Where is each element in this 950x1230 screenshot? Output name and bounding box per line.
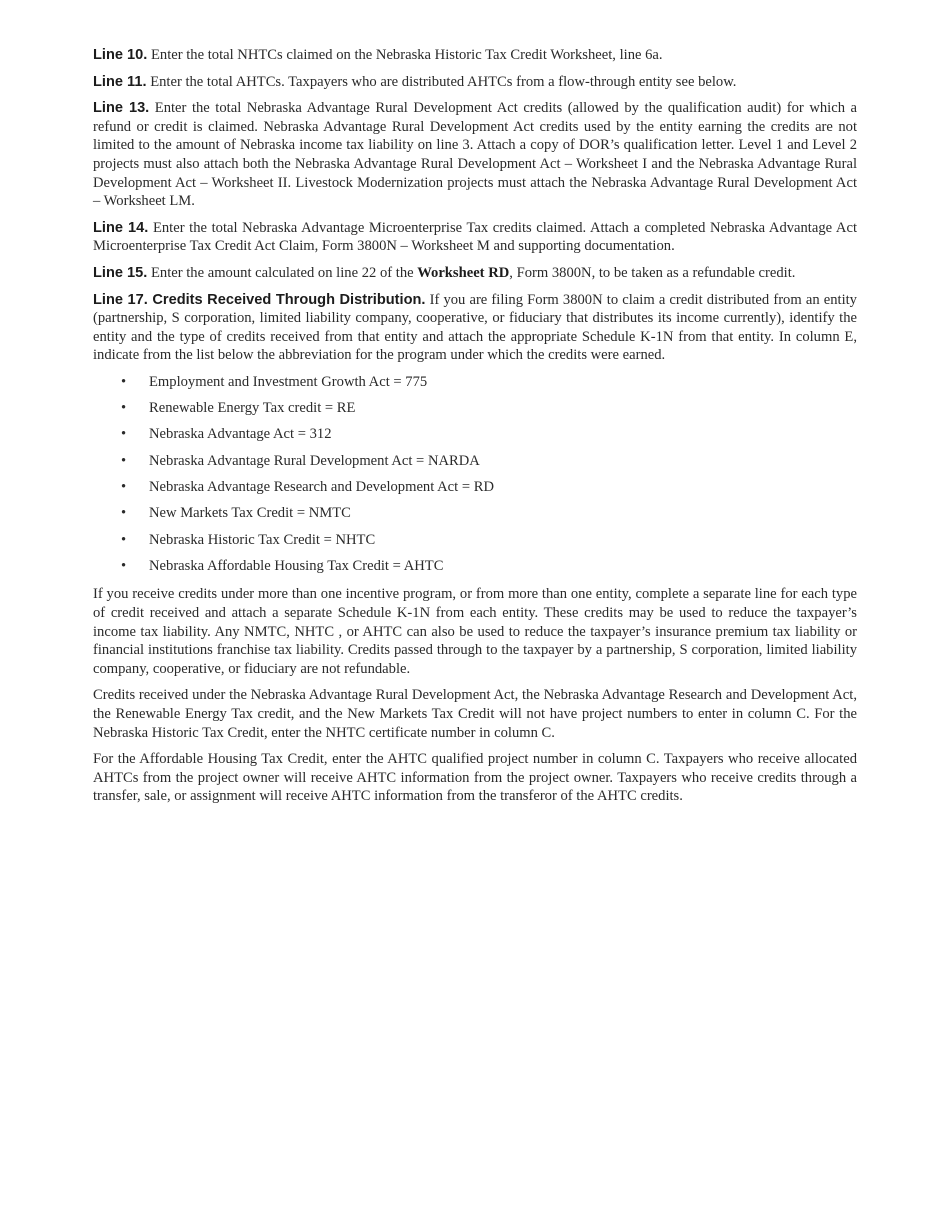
bullet-icon: • <box>121 426 127 443</box>
line-10-paragraph <box>93 46 857 65</box>
bullet-icon: • <box>121 505 127 522</box>
bullet-icon: • <box>121 373 127 390</box>
line-13-paragraph <box>93 99 857 211</box>
bullet-icon: • <box>121 479 127 496</box>
list-item <box>93 452 857 471</box>
program-entry: New Markets Tax Credit = NMTC <box>149 505 351 522</box>
line-13-text: Enter the total Nebraska Advantage Rural Development Act credits (allowed by the qualification audit) for which a refund or credit is claimed. Nebraska Advantage Rural Development Act credits used by the entity earning the credits are not limited to the amount of Nebraska income tax liability on line 3. Attach a copy of DOR’s qualification letter. Level 1 and Level 2 projects must also attach both the Nebraska Advantage Rural Development Act – Worksheet I and the Nebraska Advantage Rural Development Act – Worksheet II. Livestock Modernization projects must attach the Nebraska Advantage Rural Development Act – Worksheet LM. <box>93 100 858 210</box>
list-item <box>93 557 857 576</box>
line-14-heading: Line 14. <box>93 219 149 236</box>
instructions-page <box>93 46 857 814</box>
list-item <box>93 399 857 418</box>
program-entry: Nebraska Advantage Rural Development Act = NARDA <box>149 452 480 469</box>
line-15-heading: Line 15. <box>93 264 148 281</box>
ahtc-paragraph: For the Affordable Housing Tax Credit, enter the AHTC qualified project number in column C. Taxpayers who receive allocated AHTCs from the project owner will receive AHTC information from the project owner. Taxpayers who receive credits through a transfer, sale, or assignment will receive AHTC information from the transferor of the AHTC credits. <box>93 751 857 805</box>
list-item <box>93 478 857 497</box>
line-11-paragraph <box>93 73 857 92</box>
worksheet-rd-label: Worksheet RD <box>417 264 510 281</box>
bullet-icon: • <box>121 452 127 469</box>
bullet-icon: • <box>121 531 127 548</box>
line-17-text: If you are filing Form 3800N to claim a credit distributed from an entity (partnership, S corporation, limited liability company, cooperative, or fiduciary that distributes its income currently), identify the entity and the type of credits received from that entity and attach the appropriate Schedule K-1N from that entity. In column E, indicate from the list below the abbreviation for the program under which the credits were earned. <box>93 291 857 364</box>
program-entry: Employment and Investment Growth Act = 775 <box>149 373 428 390</box>
list-item <box>93 504 857 523</box>
line-15-text-after: , Form 3800N, to be taken as a refundable credit. <box>509 264 796 281</box>
program-entry: Nebraska Historic Tax Credit = NHTC <box>149 531 376 548</box>
line-10-heading: Line 10. <box>93 47 148 63</box>
program-entry: Nebraska Advantage Research and Development Act = RD <box>149 479 494 496</box>
program-entry: Nebraska Affordable Housing Tax Credit = AHTC <box>149 557 444 574</box>
bullet-icon: • <box>121 557 127 574</box>
multiple-programs-paragraph: If you receive credits under more than one incentive program, or from more than one entity, complete a separate line for each type of credit received and attach a separate Schedule K-1N from each entity. These credits may be used to reduce the taxpayer’s income tax liability. Any NMTC, NHTC , or AHTC can also be used to reduce the taxpayer’s insurance premium tax liability or financial institutions franchise tax liability. Credits passed through to the taxpayer by a partnership, S corporation, limited liability company, cooperative, or fiduciary are not refundable. <box>93 586 857 677</box>
project-numbers-paragraph: Credits received under the Nebraska Advantage Rural Development Act, the Nebraska Advantage Research and Development Act, the Renewable Energy Tax credit, and the New Markets Tax Credit will not have project numbers to enter in column C. For the Nebraska Historic Tax Credit, enter the NHTC certificate number in column C. <box>93 687 857 741</box>
line-15-text-before: Enter the amount calculated on line 22 of the <box>147 264 418 281</box>
list-item <box>93 373 857 392</box>
line-13-heading: Line 13. <box>93 100 150 117</box>
program-entry: Nebraska Advantage Act = 312 <box>149 426 332 443</box>
line-11-heading: Line 11. <box>93 73 147 90</box>
line-17-paragraph <box>93 291 857 365</box>
list-item <box>93 531 857 550</box>
line-11-text: Enter the total AHTCs. Taxpayers who are distributed AHTCs from a flow-through entity see below. <box>146 73 737 90</box>
list-item <box>93 425 857 444</box>
line-15-paragraph <box>93 264 857 283</box>
line-17-heading: Line 17. Credits Received Through Distribution. <box>93 291 426 308</box>
line-10-text: Enter the total NHTCs claimed on the Nebraska Historic Tax Credit Worksheet, line 6a. <box>147 47 663 63</box>
line-14-text: Enter the total Nebraska Advantage Microenterprise Tax credits claimed. Attach a completed Nebraska Advantage Act Microenterprise Tax Credit Act Claim, Form 3800N – Worksheet M and supporting documentation. <box>93 219 858 255</box>
program-entry: Renewable Energy Tax credit = RE <box>149 400 356 417</box>
bullet-icon: • <box>121 400 127 417</box>
program-abbreviation-list <box>93 373 857 576</box>
line-14-paragraph <box>93 219 857 256</box>
